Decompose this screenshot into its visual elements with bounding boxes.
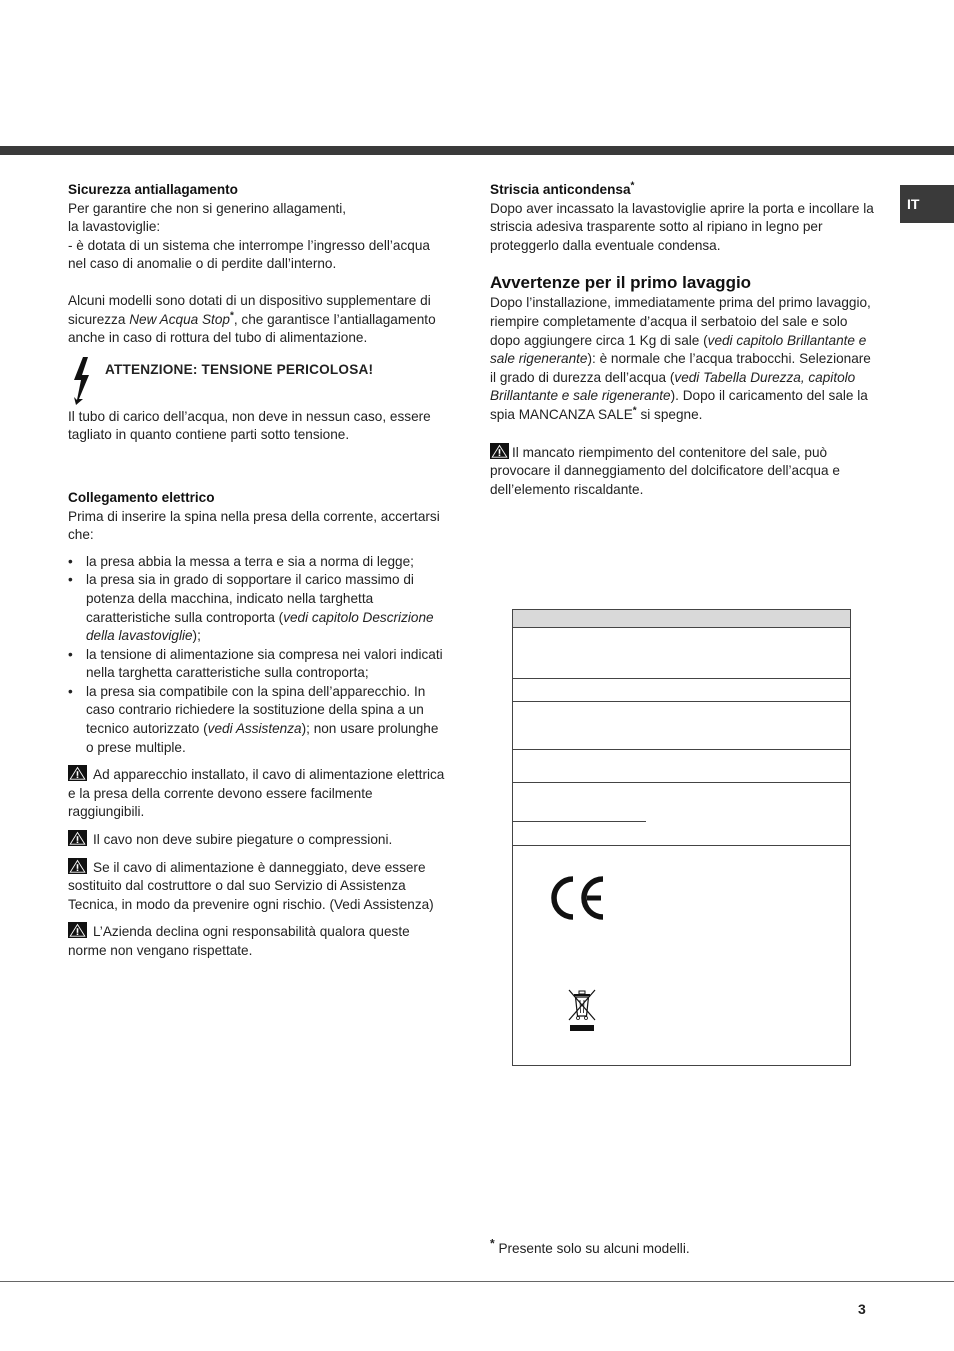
warning-triangle-icon [68,858,87,874]
warning-text: Ad apparecchio installato, il cavo di alimentazione elettrica e la presa della corrente devono essere facilmente raggiungibili. [68,767,445,820]
specifications-table [512,609,851,1066]
footnote-star: * [490,1236,495,1251]
warning-triangle-icon [68,922,87,938]
warning-note [68,830,448,850]
anti-condensation-title-text: Striscia anticondensa [490,182,631,197]
list-item: • la presa abbia la messa a terra e sia a norma di legge; [68,553,448,572]
list-item [68,683,448,757]
salt-warning [490,443,880,500]
table-divider [513,821,646,822]
crossed-bin-icon [567,988,597,1034]
list-item [68,571,448,645]
first-wash-text-d: si spegne. [636,406,703,422]
language-tab-label: IT [907,196,920,212]
danger-text: Il tubo di carico dell’acqua, non deve in nessun caso, essere tagliato in quanto contiene parti sotto tensione. [68,408,431,443]
flood-safety-title: Sicurezza antiallagamento [68,182,238,197]
right-column [490,181,880,499]
first-wash-text-c: ). Dopo il caricamento del sale la spia MANCANZA SALE [490,388,868,422]
flood-safety-line3: - è dotata di un sistema che interrompe l’ingresso dell’acqua nel caso di anomalie o di perdite dall’interno. [68,237,430,272]
acqua-stop-text-a: Alcuni modelli sono dotati di un dispositivo supplementare di sicurezza [68,292,431,327]
acqua-stop-name: New Acqua Stop [129,311,230,327]
warning-text: Il cavo non deve subire piegature o compressioni. [93,832,393,848]
acqua-stop-text-b: , che garantisce l’antiallagamento anche in caso di rottura del tubo di alimentazione. [68,311,436,346]
danger-warning [68,356,448,408]
first-wash-text-b: ): è normale che l’acqua trabocchi. Selezionare il grado di durezza dell’acqua ( [490,351,871,385]
footnote-star: * [630,180,635,192]
table-divider [513,845,850,846]
electrical-connection-title: Collegamento elettrico [68,489,215,505]
flood-safety-line1: Per garantire che non si generino allagamenti, [68,200,347,216]
first-wash-title: Avvertenze per il primo lavaggio [490,273,752,293]
footnote-star: * [229,310,234,322]
table-divider [513,782,850,783]
list-item-text: la presa sia compatibile con la spina dell’apparecchio. In caso contrario richiedere la sostituzione della spina a un tecnico autorizzato ( [86,683,426,737]
anti-condensation-text: Dopo aver incassato la lavastoviglie aprire la porta e incollare la striscia adesiva trasparente sotto al ripiano in legno per proteggerlo dalla eventuale condensa. [490,200,874,253]
list-item-text: la presa sia in grado di sopportare il carico massimo di potenza della macchina, indicato nella targhetta caratteristiche sulla controporta ( [86,572,414,625]
warning-note [68,765,448,822]
footnote [490,1236,690,1259]
list-item-reference: vedi capitolo Descrizione della lavastoviglie [86,609,434,644]
left-column [68,181,448,961]
warning-text: L’Azienda declina ogni responsabilità qualora queste norme non vengano rispettate. [68,924,410,958]
first-wash-text-a: Dopo l’installazione, immediatamente prima del primo lavaggio, riempire completamente d’acqua il serbatoio del sale e solo dopo aggiungere circa 1 Kg di sale ( [490,295,871,348]
first-wash-reference: vedi Tabella Durezza, capitolo Brillantante e sale rigenerante [490,369,856,404]
lightning-bolt-icon [70,356,94,406]
list-item: • la tensione di alimentazione sia compresa nei valori indicati nella targhetta caratteristiche sulla controporta; [68,646,448,683]
acqua-stop-paragraph [68,292,448,348]
flood-safety-line2: la lavastoviglie: [68,219,161,235]
list-item-text: ); non usare prolunghe o prese multiple. [86,721,439,755]
table-divider [513,701,850,702]
first-wash-reference: vedi capitolo Brillantante e sale rigenerante [490,332,867,367]
list-item-reference: vedi Assistenza [207,721,302,737]
danger-label: ATTENZIONE: TENSIONE PERICOLOSA! [105,361,374,377]
anti-condensation-title [490,181,880,200]
warning-text: Se il cavo di alimentazione è danneggiato, deve essere sostituito dal costruttore o dal suo Servizio di Assistenza Tecnica, in modo da prevenire ogni rischio. (Vedi Assistenza) [68,859,434,912]
footnote-star: * [632,405,637,417]
warning-note [68,922,448,960]
footnote-text: Presente solo su alcuni modelli. [494,1241,690,1256]
electrical-checklist [68,553,448,758]
page-number: 3 [858,1301,866,1317]
table-divider [513,749,850,750]
electrical-intro: Prima di inserire la spina nella presa della corrente, accertarsi che: [68,508,440,543]
warning-triangle-icon [68,830,87,846]
warning-triangle-icon [68,765,87,781]
salt-warning-text: Il mancato riempimento del contenitore del sale, può provocare il danneggiamento del dolcificatore dell’acqua e dell’elemento riscaldante. [490,444,840,497]
warning-note [68,858,448,915]
table-header-row [513,610,850,628]
header-bar [0,146,954,155]
footer-divider [0,1281,954,1282]
ce-mark-icon [549,874,607,922]
first-wash-text [490,294,880,424]
list-item-text: ); [192,628,201,644]
language-tab [900,185,954,223]
table-divider [513,678,850,679]
warning-triangle-icon [490,443,509,459]
